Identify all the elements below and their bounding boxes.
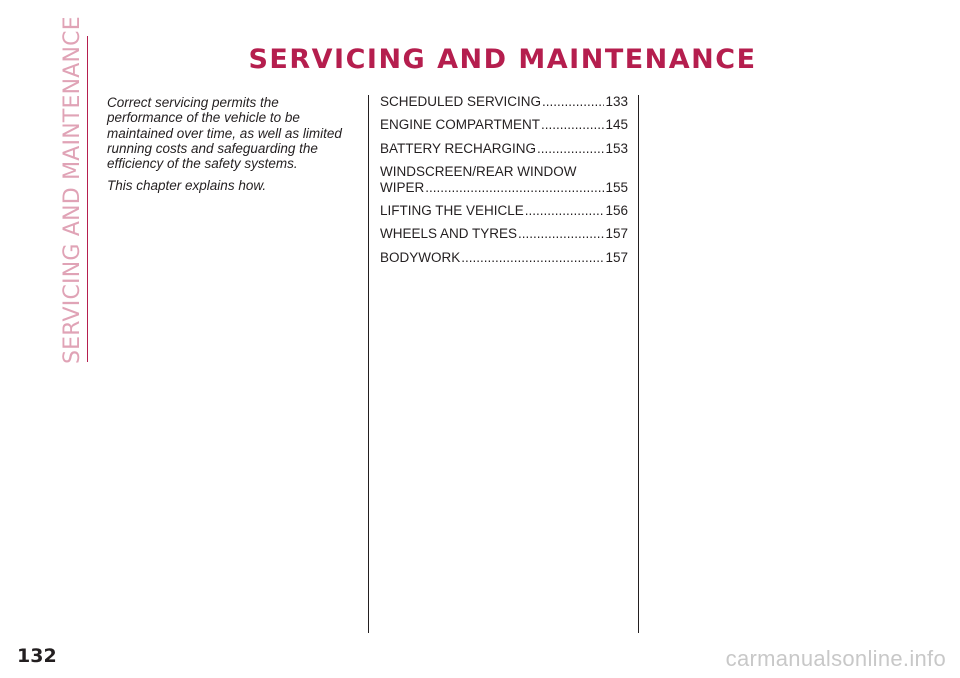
toc-entry-windscreen-wiper[interactable] xyxy=(380,164,628,195)
intro-paragraph: Correct servicing permits the performance of the vehicle to be maintained over time, as well as limited running costs and safeguarding the efficiency of the safety systems. xyxy=(107,95,342,172)
toc-entry-label: SCHEDULED SERVICING xyxy=(380,94,542,109)
toc-entry-page: 156 xyxy=(605,203,628,219)
toc-entry-label: BATTERY RECHARGING xyxy=(380,140,537,156)
toc-entry-label: WHEELS AND TYRES xyxy=(380,226,518,242)
toc-leader-dots xyxy=(425,180,604,195)
chapter-intro xyxy=(107,95,357,201)
toc-entry-bodywork[interactable] xyxy=(380,250,628,265)
toc-entry-battery-recharging[interactable] xyxy=(380,141,628,156)
toc-entry-label: BODYWORK xyxy=(380,249,461,265)
toc-entry-scheduled-servicing[interactable] xyxy=(380,94,628,109)
page-number: 132 xyxy=(17,645,57,667)
toc-entry-page: 133 xyxy=(605,94,628,109)
chapter-side-tab xyxy=(58,16,90,364)
toc-entry-page: 155 xyxy=(605,179,628,195)
chapter-side-rule xyxy=(87,36,88,362)
toc-entry-wheels-and-tyres[interactable] xyxy=(380,226,628,241)
toc-entry-page: 157 xyxy=(605,226,628,242)
toc-entry-label: LIFTING THE VEHICLE xyxy=(380,203,524,219)
toc-leader-dots xyxy=(537,141,604,156)
chapter-side-title: SERVICING AND MAINTENANCE xyxy=(60,16,85,364)
watermark: carmanualsonline.info xyxy=(725,646,946,671)
toc-entry-page: 153 xyxy=(605,140,628,156)
intro-paragraph: This chapter explains how. xyxy=(107,178,267,194)
toc-leader-dots xyxy=(542,94,604,109)
column-divider-left xyxy=(368,95,369,633)
toc-leader-dots xyxy=(518,226,604,241)
toc-leader-dots xyxy=(461,250,604,265)
toc-leader-dots xyxy=(541,117,604,132)
toc-entry-label-line1: WINDSCREEN/REAR WINDOW xyxy=(380,164,577,180)
column-divider-right xyxy=(638,95,639,633)
page-title: SERVICING AND MAINTENANCE xyxy=(248,44,757,76)
toc-entry-page: 145 xyxy=(605,117,628,133)
toc-entry-lifting-the-vehicle[interactable] xyxy=(380,203,628,218)
toc-entry-engine-compartment[interactable] xyxy=(380,117,628,132)
toc-entry-page: 157 xyxy=(605,249,628,265)
toc-entry-label: WIPER xyxy=(380,179,425,195)
table-of-contents xyxy=(380,94,628,273)
toc-entry-label: ENGINE COMPARTMENT xyxy=(380,117,541,133)
toc-leader-dots xyxy=(525,203,605,218)
